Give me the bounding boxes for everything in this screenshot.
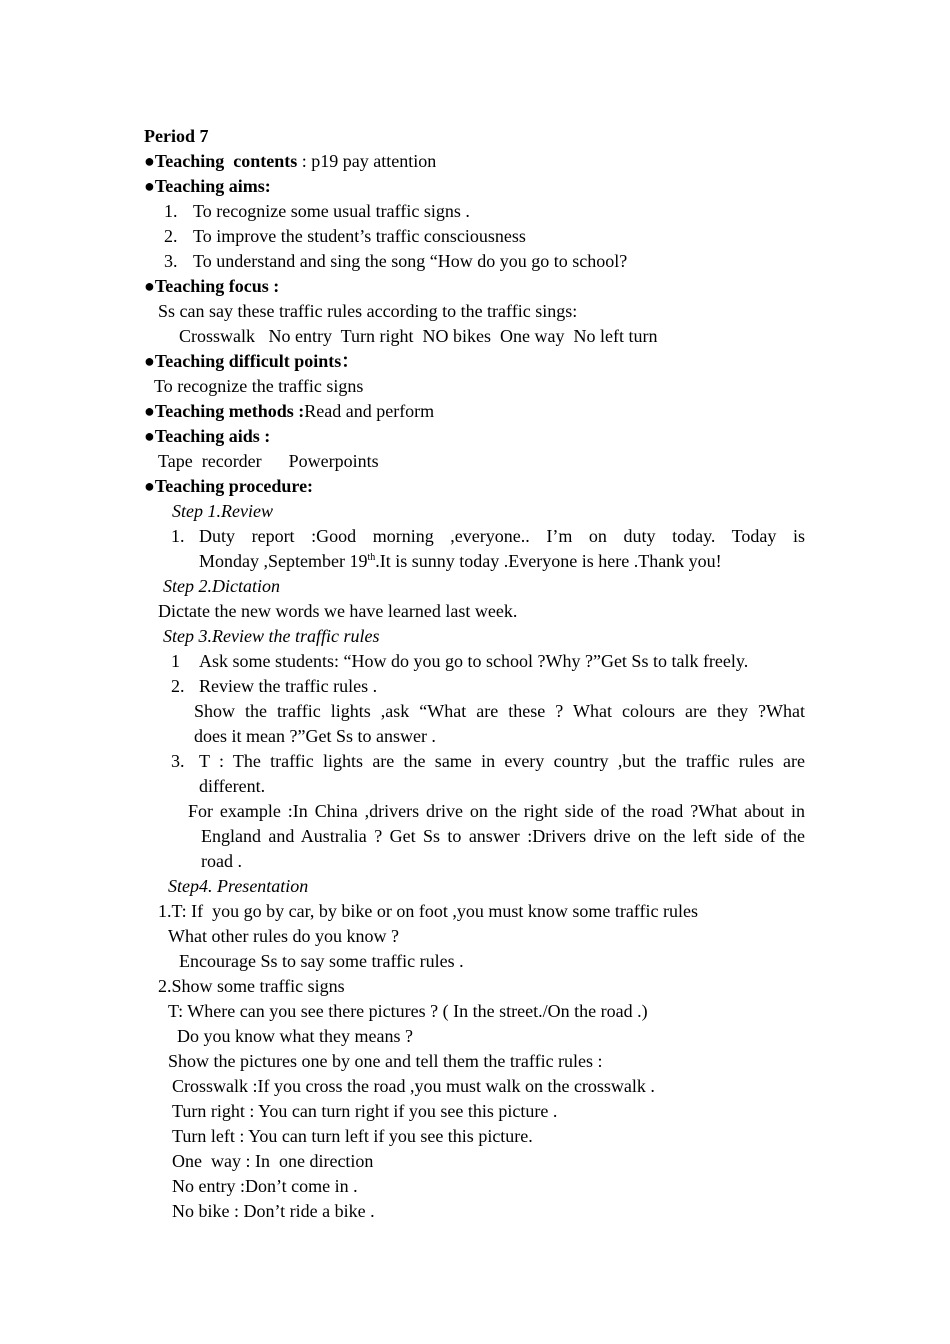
step-1-line-1: Duty report :Good morning ,everyone.. I’m on duty today. Today is <box>199 526 805 546</box>
traffic-rule: No entry :Don’t come in . <box>172 1176 358 1196</box>
step-4-title: Step4. Presentation <box>168 876 309 896</box>
step-3-title: Step 3.Review the traffic rules <box>163 626 380 646</box>
step-4-line: 1.T: If you go by car, by bike or on foot ,you must know some traffic rules <box>158 901 698 921</box>
teaching-focus-text: Ss can say these traffic rules according to the traffic sings: <box>158 301 578 321</box>
teaching-contents <box>144 149 436 174</box>
difficult-points-text: To recognize the traffic signs <box>154 376 364 396</box>
teaching-focus-label: ●Teaching focus : <box>144 276 280 296</box>
ordinal-suffix: th <box>367 552 376 563</box>
traffic-rule: One way : In one direction <box>172 1151 374 1171</box>
step-4-line: Do you know what they means ? <box>177 1026 413 1046</box>
teaching-aids-label: ●Teaching aids : <box>144 426 271 446</box>
step-4-line: Encourage Ss to say some traffic rules . <box>179 951 464 971</box>
teaching-methods-label: ●Teaching methods : <box>144 401 305 421</box>
example-line-2: England and Australia ? Get Ss to answer :Drivers drive on the left side of the <box>201 826 805 846</box>
traffic-signs-list: Crosswalk No entry Turn right NO bikes One way No left turn <box>179 326 658 346</box>
teaching-methods <box>144 399 434 424</box>
aim-item <box>164 199 470 224</box>
step-4-line: 2.Show some traffic signs <box>158 976 345 996</box>
step-3-item-1-number: 1 <box>171 651 180 671</box>
step-3-item-2: Review the traffic rules . <box>199 676 378 696</box>
example-line-3: road . <box>201 851 242 871</box>
step-1-number: 1. <box>171 526 185 546</box>
step-1-title: Step 1.Review <box>172 501 273 521</box>
step-3-item-3-number: 3. <box>171 751 185 771</box>
teaching-aims-label: ●Teaching aims: <box>144 176 271 196</box>
example-line-1: For example :In China ,drivers drive on the right side of the road ?What about in <box>188 801 805 821</box>
aim-number: 1. <box>164 201 178 221</box>
traffic-rule: No bike : Don’t ride a bike . <box>172 1201 375 1221</box>
step-4-line: T: Where can you see there pictures ? ( In the street./On the road .) <box>168 1001 648 1021</box>
teaching-contents-label: ●Teaching contents <box>144 151 298 171</box>
traffic-rule: Turn right : You can turn right if you see this picture . <box>172 1101 558 1121</box>
step-2-text: Dictate the new words we have learned last week. <box>158 601 518 621</box>
step-3-item-3-line-2: different. <box>199 776 266 796</box>
step-3-item-2-detail-1: Show the traffic lights ,ask “What are these ? What colours are they ?What <box>194 701 805 721</box>
aim-item <box>164 224 526 249</box>
step-1-line-2b: .It is sunny today .Everyone is here .Thank you! <box>375 551 722 571</box>
aim-number: 2. <box>164 226 178 246</box>
teaching-aids-text: Tape recorder Powerpoints <box>158 451 379 471</box>
step-1-line-2a: Monday ,September 19 <box>199 551 368 571</box>
aim-text: To recognize some usual traffic signs . <box>193 201 470 221</box>
step-3-item-1: Ask some students: “How do you go to school ?Why ?”Get Ss to talk freely. <box>199 651 749 671</box>
step-4-line: What other rules do you know ? <box>168 926 399 946</box>
step-2-title: Step 2.Dictation <box>163 576 280 596</box>
aim-number: 3. <box>164 251 178 271</box>
aim-item <box>164 249 627 274</box>
traffic-rule: Turn left : You can turn left if you see this picture. <box>172 1126 533 1146</box>
aim-text: To understand and sing the song “How do you go to school? <box>193 251 628 271</box>
step-3-item-3-line-1: T : The traffic lights are the same in every country ,but the traffic rules are <box>199 751 805 771</box>
step-3-item-2-number: 2. <box>171 676 185 696</box>
step-3-item-2-detail-2: does it mean ?”Get Ss to answer . <box>194 726 436 746</box>
traffic-rule: Crosswalk :If you cross the road ,you must walk on the crosswalk . <box>172 1076 655 1096</box>
period-title: Period 7 <box>144 126 209 146</box>
step-4-line: Show the pictures one by one and tell them the traffic rules : <box>168 1051 603 1071</box>
teaching-procedure-label: ●Teaching procedure: <box>144 476 314 496</box>
difficult-points-label: ●Teaching difficult points： <box>144 351 360 371</box>
aim-text: To improve the student’s traffic consciousness <box>193 226 526 246</box>
teaching-contents-value: : p19 pay attention <box>297 151 437 171</box>
step-1-line-2 <box>199 549 722 574</box>
teaching-methods-value: Read and perform <box>304 401 435 421</box>
